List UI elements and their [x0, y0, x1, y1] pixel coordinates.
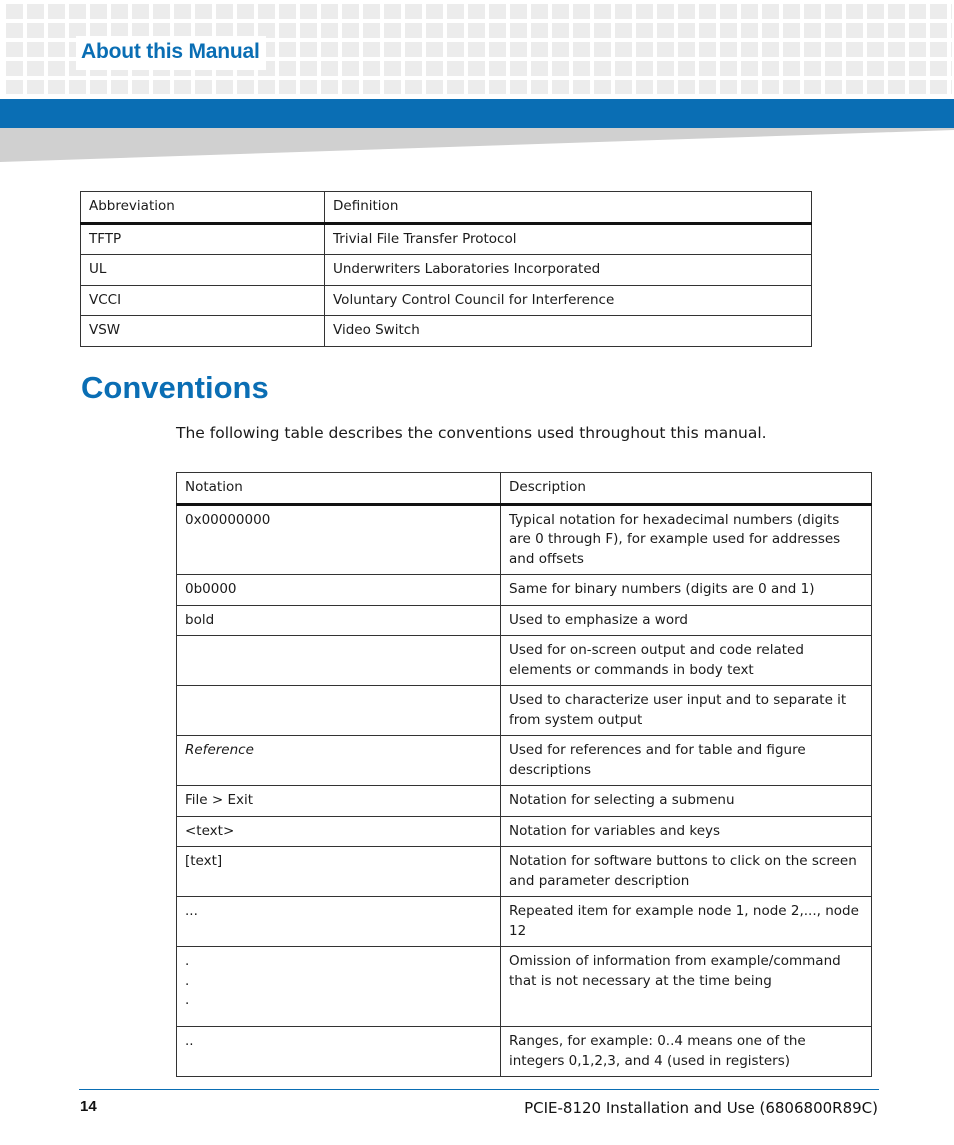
definition-cell: Voluntary Control Council for Interference — [325, 285, 812, 316]
table-row — [177, 897, 872, 947]
column-header-definition: Definition — [325, 192, 812, 224]
notation-cell: Reference — [177, 736, 501, 786]
column-header-notation: Notation — [177, 473, 501, 505]
header-blue-band — [0, 99, 954, 128]
description-cell: Ranges, for example: 0..4 means one of the integers 0,1,2,3, and 4 (used in registers) — [501, 1027, 872, 1077]
notation-cell: [text] — [177, 847, 501, 897]
definition-cell: Video Switch — [325, 316, 812, 347]
table-row — [177, 816, 872, 847]
table-row — [81, 285, 812, 316]
description-cell: Used for references and for table and figure descriptions — [501, 736, 872, 786]
description-cell: Omission of information from example/command that is not necessary at the time being — [501, 947, 872, 1027]
notation-cell: <text> — [177, 816, 501, 847]
abbreviation-table — [80, 191, 812, 347]
table-row — [177, 736, 872, 786]
notation-cell — [177, 686, 501, 736]
definition-cell: Underwriters Laboratories Incorporated — [325, 255, 812, 286]
column-header-abbreviation: Abbreviation — [81, 192, 325, 224]
abbr-cell: TFTP — [81, 223, 325, 255]
description-cell: Repeated item for example node 1, node 2,..., node 12 — [501, 897, 872, 947]
page-number: 14 — [80, 1098, 97, 1115]
document-title: PCIE-8120 Installation and Use (6806800R89C) — [524, 1099, 878, 1117]
omission-dot: . — [185, 972, 190, 989]
notation-cell: File > Exit — [177, 786, 501, 817]
omission-dot: . — [185, 953, 190, 969]
table-row — [177, 1027, 872, 1077]
notation-cell: 0b0000 — [177, 575, 501, 606]
description-cell: Typical notation for hexadecimal numbers (digits are 0 through F), for example used for addresses and offsets — [501, 504, 872, 575]
table-row — [177, 575, 872, 606]
table-row — [177, 786, 872, 817]
footer-rule — [79, 1089, 879, 1090]
description-cell: Notation for selecting a submenu — [501, 786, 872, 817]
table-row — [177, 636, 872, 686]
description-cell: Notation for variables and keys — [501, 816, 872, 847]
column-header-description: Description — [501, 473, 872, 505]
table-row — [177, 686, 872, 736]
abbr-cell: UL — [81, 255, 325, 286]
chapter-title: About this Manual — [81, 40, 260, 63]
notation-cell — [177, 636, 501, 686]
table-row — [177, 605, 872, 636]
abbr-cell: VCCI — [81, 285, 325, 316]
section-title: Conventions — [81, 370, 269, 405]
description-cell: Same for binary numbers (digits are 0 and 1) — [501, 575, 872, 606]
notation-cell: .. — [177, 1027, 501, 1077]
description-cell: Notation for software buttons to click on the screen and parameter description — [501, 847, 872, 897]
table-row — [81, 223, 812, 255]
table-row — [81, 255, 812, 286]
notation-cell — [177, 947, 501, 1027]
conventions-table — [176, 472, 872, 1077]
notation-cell: ... — [177, 897, 501, 947]
notation-cell: 0x00000000 — [177, 504, 501, 575]
table-row — [81, 316, 812, 347]
description-cell: Used for on-screen output and code related elements or commands in body text — [501, 636, 872, 686]
abbr-cell: VSW — [81, 316, 325, 347]
description-cell: Used to emphasize a word — [501, 605, 872, 636]
notation-cell: bold — [177, 605, 501, 636]
definition-cell: Trivial File Transfer Protocol — [325, 223, 812, 255]
table-row — [177, 947, 872, 1027]
table-row — [177, 504, 872, 575]
intro-paragraph: The following table describes the conventions used throughout this manual. — [176, 424, 767, 442]
omission-dot: . — [185, 992, 190, 1008]
description-cell: Used to characterize user input and to separate it from system output — [501, 686, 872, 736]
table-row — [177, 847, 872, 897]
header-gray-band — [0, 128, 954, 162]
